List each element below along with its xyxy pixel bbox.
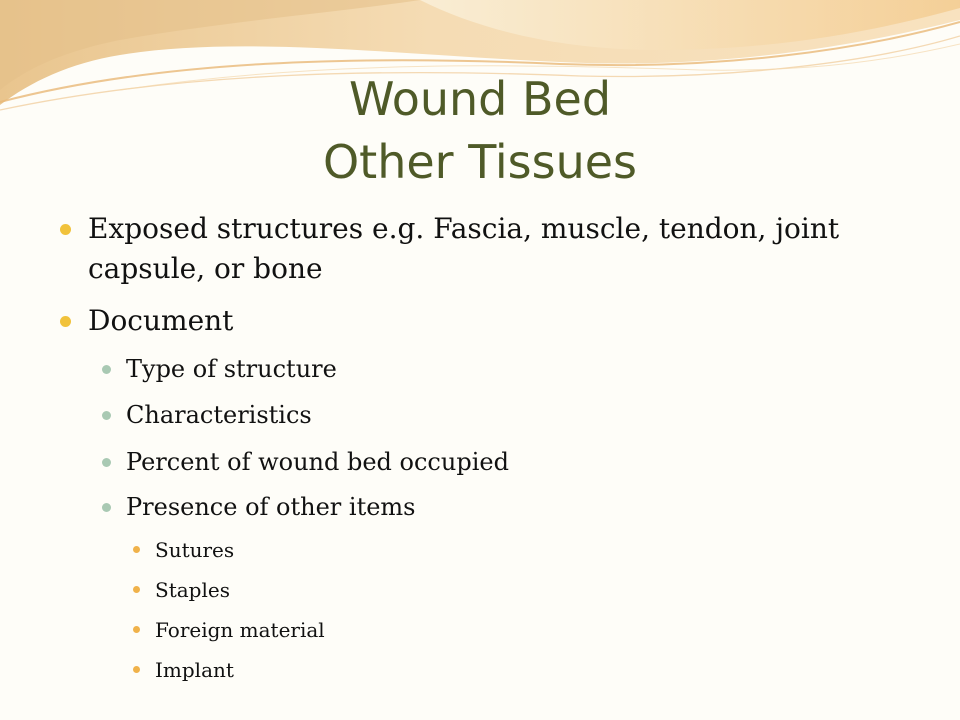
sub-bullet-text: Presence of other items bbox=[126, 493, 416, 521]
sub-sub-bullet-sutures bbox=[155, 536, 234, 564]
sub-sub-bullet-foreign-material bbox=[155, 616, 325, 644]
bullet-text-line-2: capsule, or bone bbox=[88, 252, 323, 285]
sub-bullet-text: Type of structure bbox=[126, 355, 337, 383]
sub-sub-bullet-text: Sutures bbox=[155, 538, 235, 562]
bullet-dot-icon bbox=[133, 586, 140, 593]
sub-bullet-characteristics bbox=[126, 399, 312, 431]
sub-bullet-text: Percent of wound bed occupied bbox=[126, 448, 509, 476]
title-line-1: Wound Bed bbox=[348, 72, 612, 126]
sub-sub-bullet-staples bbox=[155, 576, 230, 604]
bullet-text-line-1: Exposed structures e.g. Fascia, muscle, tendon, joint bbox=[88, 212, 840, 245]
sub-bullet-presence-of-other-items bbox=[126, 491, 416, 523]
sub-sub-bullet-text: Foreign material bbox=[155, 618, 325, 642]
bullet-dot-icon bbox=[102, 365, 111, 374]
bullet-dot-icon bbox=[133, 546, 140, 553]
bullet-dot-icon bbox=[133, 626, 140, 633]
bullet-dot-icon bbox=[60, 316, 71, 327]
bullet-dot-icon bbox=[102, 411, 111, 420]
sub-sub-bullet-text: Implant bbox=[155, 658, 234, 682]
bullet-text: Document bbox=[88, 304, 234, 337]
bullet-dot-icon bbox=[60, 224, 71, 235]
bullet-dot-icon bbox=[102, 458, 111, 467]
sub-bullet-percent-occupied bbox=[126, 446, 509, 478]
bullet-dot-icon bbox=[102, 503, 111, 512]
title-line-2: Other Tissues bbox=[322, 135, 638, 189]
sub-bullet-text: Characteristics bbox=[126, 401, 312, 429]
sub-bullet-type-of-structure bbox=[126, 353, 337, 385]
sub-sub-bullet-implant bbox=[155, 656, 234, 684]
bullet-exposed-structures bbox=[88, 209, 839, 289]
bullet-dot-icon bbox=[133, 666, 140, 673]
bullet-document bbox=[88, 301, 233, 341]
sub-sub-bullet-text: Staples bbox=[155, 578, 230, 602]
